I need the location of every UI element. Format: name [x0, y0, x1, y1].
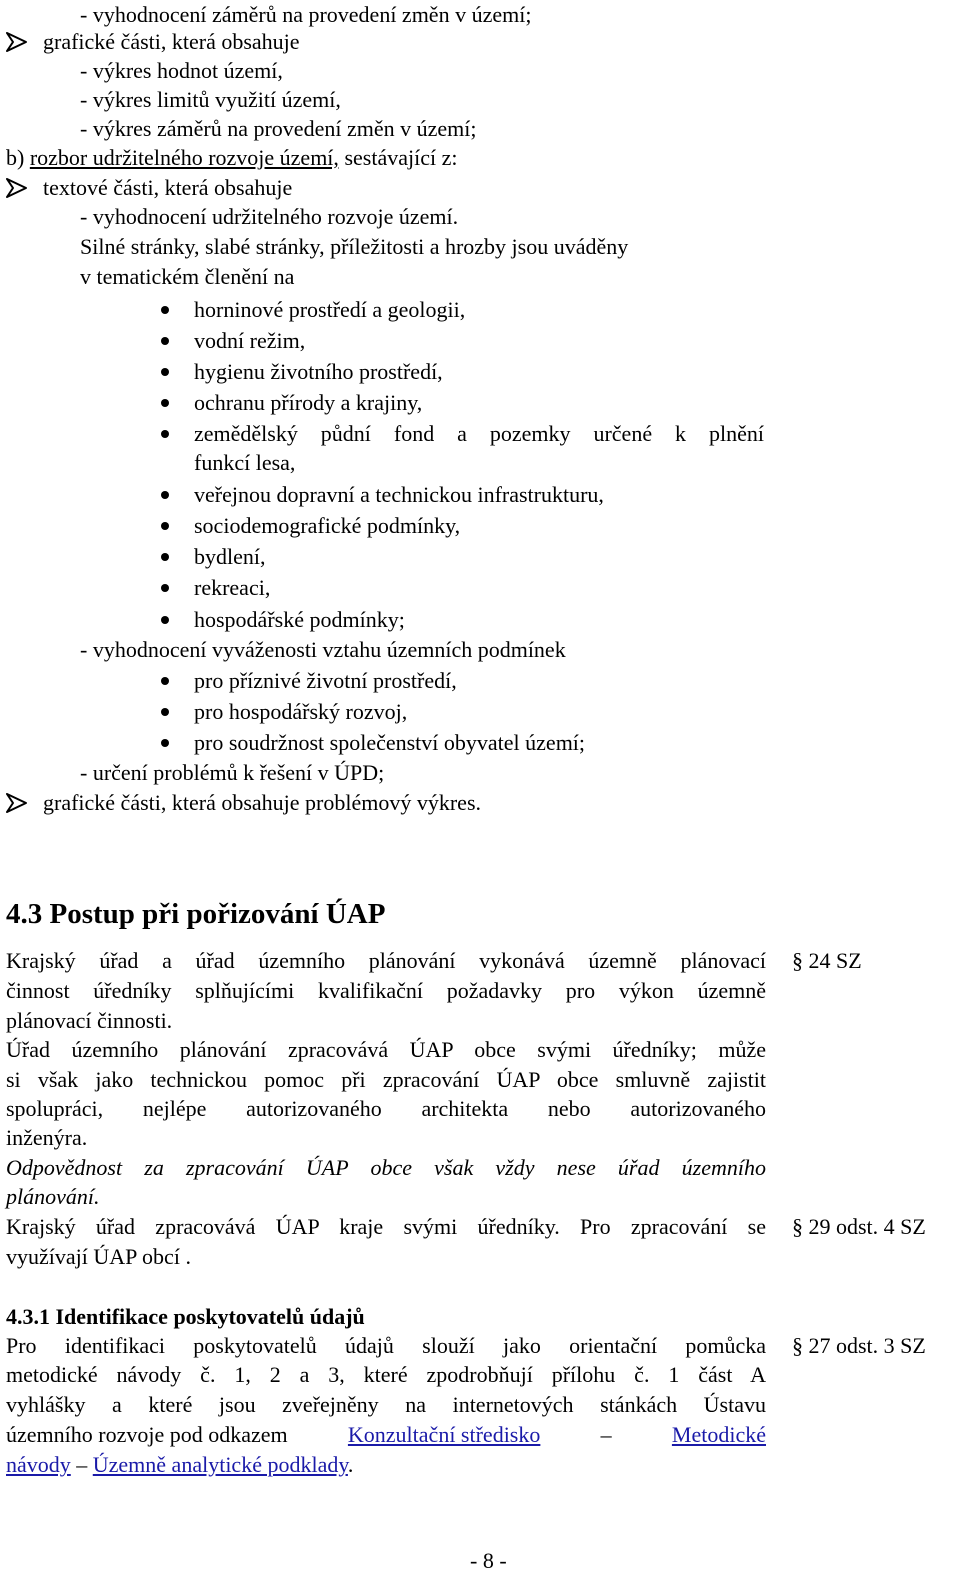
bullet-icon: [161, 677, 169, 685]
uzemne-analyticke-podklady-link[interactable]: Územně analytické podklady: [92, 1452, 348, 1477]
dash-separator: –: [600, 1422, 612, 1447]
list-line: grafické části, která obsahuje problémový výkres.: [43, 790, 482, 815]
law-reference: § 29 odst. 4 SZ: [792, 1214, 926, 1239]
topic-item: zemědělský půdní fond a pozemky určené k plnění: [194, 421, 764, 446]
paragraph-line: si však jako technickou pomoc při zpracování ÚAP obce smluvně zajistit: [6, 1067, 766, 1092]
topic-item: hospodářské podmínky;: [194, 607, 405, 632]
balance-item: pro soudržnost společenství obyvatel území;: [194, 730, 586, 755]
list-line: v tematickém členění na: [80, 264, 295, 289]
list-line: - výkres záměrů na provedení změn v území;: [80, 116, 477, 141]
italic-paragraph-line: Odpovědnost za zpracování ÚAP obce však vždy nese úřad územního: [6, 1155, 766, 1180]
konzultacni-stredisko-link[interactable]: Konzultační středisko: [347, 1422, 541, 1447]
topic-item: veřejnou dopravní a technickou infrastrukturu,: [194, 482, 604, 507]
paragraph-line: Krajský úřad a úřad územního plánování vykonává územně plánovací: [6, 948, 766, 973]
topic-item: ochranu přírody a krajiny,: [194, 390, 423, 415]
list-suffix: sestávající z:: [338, 145, 458, 170]
topic-item: bydlení,: [194, 544, 266, 569]
paragraph-line: spolupráci, nejlépe autorizovaného architekta nebo autorizovaného: [6, 1096, 766, 1121]
paragraph-line: [6, 1450, 353, 1480]
bullet-icon: [161, 739, 169, 747]
paragraph-line: vyhlášky a které jsou zveřejněny na internetových stánkách Ústavu: [6, 1392, 766, 1417]
topic-item: sociodemografické podmínky,: [194, 513, 461, 538]
paragraph-line: Pro identifikaci poskytovatelů údajů slouží jako orientační pomůcka: [6, 1333, 766, 1358]
bullet-icon: [161, 368, 169, 376]
balance-item: pro příznivé životní prostředí,: [194, 668, 457, 693]
metodicke-navody-link[interactable]: návody: [6, 1452, 71, 1477]
bullet-icon: [161, 522, 169, 530]
bullet-icon: [161, 708, 169, 716]
list-line: - vyhodnocení záměrů na provedení změn v území;: [80, 2, 532, 27]
paragraph-text: územního rozvoje pod odkazem: [6, 1422, 288, 1447]
list-line: Silné stránky, slabé stránky, příležitosti a hrozby jsou uváděny: [80, 234, 629, 259]
metodicke-navody-link[interactable]: Metodické: [671, 1422, 766, 1447]
law-reference: § 27 odst. 3 SZ: [792, 1333, 926, 1358]
paragraph-line: Úřad územního plánování zpracovává ÚAP obce svými úředníky; může: [6, 1037, 766, 1062]
dash-separator: –: [76, 1452, 88, 1477]
paragraph-line: činnost úředníky splňujícími kvalifikační požadavky pro výkon územně: [6, 978, 766, 1003]
paragraph-line: [6, 1420, 766, 1450]
arrow-bullet-icon: [6, 27, 28, 57]
bullet-icon: [161, 430, 169, 438]
paragraph-line: Krajský úřad zpracovává ÚAP kraje svými úředníky. Pro zpracování se: [6, 1214, 766, 1239]
page-number: - 8 -: [470, 1548, 507, 1573]
topic-item: horninové prostředí a geologii,: [194, 297, 466, 322]
list-line: grafické části, která obsahuje: [43, 29, 300, 54]
paragraph-line: plánovací činnosti.: [6, 1008, 173, 1033]
list-line: - vyhodnocení vyváženosti vztahu územních podmínek: [80, 637, 566, 662]
bullet-icon: [161, 584, 169, 592]
arrow-bullet-icon: [6, 788, 28, 818]
list-line: - výkres hodnot území,: [80, 58, 283, 83]
section-title: 4.3 Postup při pořizování ÚAP: [6, 898, 386, 930]
paragraph-end: .: [347, 1452, 354, 1477]
topic-item-continued: funkcí lesa,: [194, 450, 296, 475]
bullet-icon: [161, 616, 169, 624]
list-prefix: b): [6, 145, 30, 170]
bullet-icon: [161, 306, 169, 314]
paragraph-line: metodické návody č. 1, 2 a 3, které zpodrobňují přílohu č. 1 část A: [6, 1362, 766, 1387]
list-line: [6, 143, 457, 173]
bullet-icon: [161, 491, 169, 499]
balance-item: pro hospodářský rozvoj,: [194, 699, 408, 724]
topic-item: hygienu životního prostředí,: [194, 359, 443, 384]
italic-paragraph-line: plánování.: [6, 1184, 100, 1209]
underlined-term: rozbor udržitelného rozvoje území,: [29, 145, 339, 170]
paragraph-line: využívají ÚAP obcí .: [6, 1244, 191, 1269]
paragraph-line: inženýra.: [6, 1125, 88, 1150]
law-reference: § 24 SZ: [792, 948, 862, 973]
subsection-title: 4.3.1 Identifikace poskytovatelů údajů: [6, 1304, 365, 1329]
topic-item: rekreaci,: [194, 575, 271, 600]
bullet-icon: [161, 399, 169, 407]
list-line: - určení problémů k řešení v ÚPD;: [80, 760, 385, 785]
list-line: - vyhodnocení udržitelného rozvoje území.: [80, 204, 459, 229]
list-line: textové části, která obsahuje: [43, 175, 293, 200]
bullet-icon: [161, 337, 169, 345]
topic-item: vodní režim,: [194, 328, 306, 353]
bullet-icon: [161, 553, 169, 561]
arrow-bullet-icon: [6, 173, 28, 203]
list-line: - výkres limitů využití území,: [80, 87, 341, 112]
